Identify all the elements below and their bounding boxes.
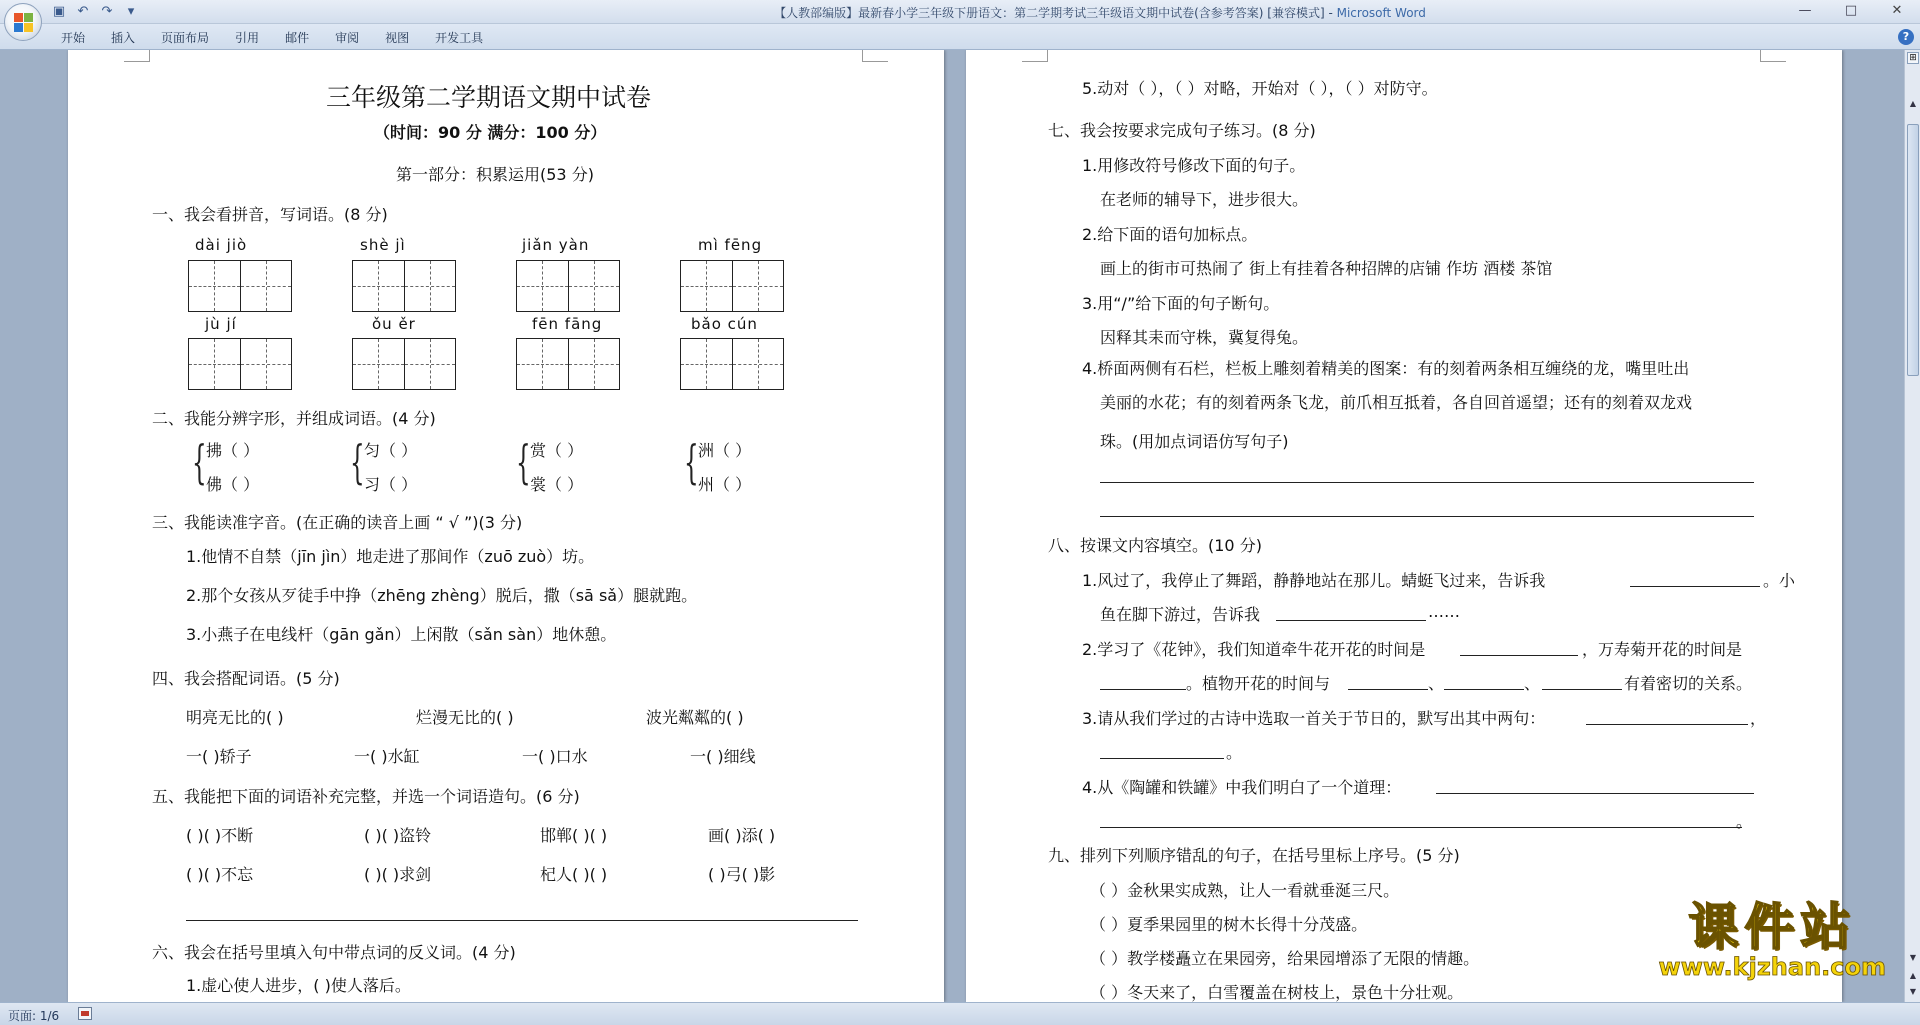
question-item: 3.用“/”给下面的句子断句。 [1082,294,1280,313]
match-item: 波光粼粼的( ) [646,708,744,727]
match-item: 烂漫无比的( ) [416,708,514,727]
question-item: 珠。(用加点词语仿写句子) [1100,432,1289,451]
watermark-name: 课件站 [1688,898,1857,956]
ordering-item: （ ）冬天来了，白雪覆盖在树枝上，景色十分壮观。 [1090,983,1464,1002]
pinyin-label: dài jiò [195,236,248,254]
answer-line[interactable] [1348,689,1428,690]
answer-line[interactable] [1460,655,1578,656]
ordering-item: （ ）夏季果园里的树木长得十分茂盛。 [1090,915,1368,934]
brace: { [516,435,531,489]
question-8-heading: 八、按课文内容填空。(10 分) [1048,536,1262,555]
writing-grid[interactable] [680,260,784,312]
proofing-icon[interactable] [78,1007,92,1020]
question-item: ，万寿菊开花的时间是 [1582,640,1743,659]
question-item: 美丽的水花；有的刻着两条飞龙，前爪相互抵着，各自回首遥望；还有的刻着双龙戏 [1100,393,1693,412]
close-button[interactable]: ✕ [1891,3,1903,18]
part-heading: 第一部分：积累运用(53 分) [396,165,594,184]
writing-grid[interactable] [516,338,620,390]
previous-page-icon[interactable]: ▲ [1909,971,1917,980]
answer-line[interactable] [1542,689,1622,690]
document-workspace[interactable] [0,50,1904,1002]
question-item: 1.虚心使人进步，( )使人落后。 [186,976,411,995]
answer-line[interactable] [1100,758,1224,759]
pinyin-label: fēn fāng [532,315,603,333]
character-pair-item: 裳（ ） [530,475,584,494]
question-item: ， [1750,709,1767,728]
character-pair-item: 拂（ ） [206,441,260,460]
page-title: 三年级第二学期语文期中试卷 [326,83,652,112]
next-page-icon[interactable]: ▼ [1909,987,1917,996]
character-pair-item: 赏（ ） [530,441,584,460]
idiom-item: 邯郸( )( ) [540,826,608,845]
tab-developer[interactable]: 开发工具 [435,31,484,45]
question-item: 3.请从我们学过的古诗中选取一首关于节日的，默写出其中两句： [1082,709,1546,728]
tab-references[interactable]: 引用 [235,31,260,45]
question-9-heading: 九、排列下列顺序错乱的句子，在括号里标上序号。(5 分) [1048,846,1460,865]
office-button[interactable] [4,3,42,41]
idiom-item: ( )( )求剑 [364,865,432,884]
writing-grid[interactable] [516,260,620,312]
writing-grid[interactable] [680,338,784,390]
tab-review[interactable]: 审阅 [335,31,360,45]
answer-line[interactable] [1444,689,1524,690]
match-item: 明亮无比的( ) [186,708,284,727]
pinyin-label: jiǎn yàn [522,236,590,254]
crop-mark [1022,50,1048,62]
question-item: 1.他情不自禁（jīn jìn）地走进了那间作（zuō zuò）坊。 [186,547,595,566]
pinyin-label: jù jí [205,315,237,333]
tab-view[interactable]: 视图 [385,31,410,45]
question-item: 、 [1428,674,1445,693]
ruler-toggle-icon[interactable]: ⊞ [1907,52,1919,64]
question-item: 、 [1524,674,1541,693]
office-logo-icon [14,13,34,33]
idiom-item: 画( )添( ) [708,826,776,845]
crop-mark [862,50,888,62]
question-item: 4.从《陶罐和铁罐》中我们明白了一个道理： [1082,778,1402,797]
maximize-button[interactable]: □ [1844,3,1858,18]
scroll-down-arrow-icon[interactable]: ▼ [1909,953,1917,962]
match-item: 一( )轿子 [186,747,252,766]
answer-line[interactable] [1100,827,1742,828]
question-3-heading: 三、我能读准字音。(在正确的读音上画 “ √ ”)(3 分) [152,513,523,532]
title-bar [0,0,1920,24]
document-page-1[interactable] [68,50,944,1002]
writing-grid[interactable] [352,338,456,390]
tab-mailings[interactable]: 邮件 [285,31,310,45]
question-item: 画上的街市可热闹了 街上有挂着各种招牌的店铺 作坊 酒楼 茶馆 [1100,259,1553,278]
minimize-button[interactable]: — [1798,3,1812,18]
scrollbar-thumb[interactable] [1907,124,1919,376]
pinyin-label: bǎo cún [691,315,758,333]
question-4-heading: 四、我会搭配词语。(5 分) [152,669,340,688]
page-indicator[interactable]: 页面: 1/6 [8,1009,60,1023]
question-item: 在老师的辅导下，进步很大。 [1100,190,1309,209]
answer-line[interactable] [186,920,858,921]
brace: { [350,435,365,489]
brace: { [192,435,207,489]
question-5-heading: 五、我能把下面的词语补充完整，并选一个词语造句。(6 分) [152,787,580,806]
character-pair-item: 习（ ） [364,475,418,494]
question-6-heading: 六、我会在括号里填入句中带点词的反义词。(4 分) [152,943,516,962]
pinyin-label: ǒu ěr [372,315,416,333]
question-item: 2.学习了《花钟》，我们知道牵牛花开花的时间是 [1082,640,1426,659]
question-item: 。 [1736,812,1753,831]
crop-mark [1760,50,1786,62]
scroll-up-arrow-icon[interactable]: ▲ [1909,99,1917,108]
redo-icon[interactable]: ↷ [101,4,113,19]
answer-line[interactable] [1100,482,1754,483]
question-item: …… [1428,602,1460,621]
answer-line[interactable] [1586,724,1748,725]
match-item: 一( )水缸 [354,747,420,766]
match-item: 一( )细线 [690,747,756,766]
document-page-2[interactable] [966,50,1842,1002]
question-item: 5.动对（ ），（ ）对略，开始对（ ），（ ）对防守。 [1082,79,1438,98]
brace: { [684,435,699,489]
question-item: 因释其耒而守株，冀复得兔。 [1100,328,1309,347]
question-item: 1.用修改符号修改下面的句子。 [1082,156,1306,175]
save-icon[interactable]: ▣ [52,4,66,19]
status-bar [0,1002,1920,1025]
question-item: 。植物开花的时间与 [1186,674,1331,693]
question-item: 。 [1226,743,1243,762]
question-item: 2.那个女孩从歹徒手中挣（zhēng zhèng）脱后，撒（sā sǎ）腿就跑。 [186,586,698,605]
tab-home[interactable]: 开始 [61,31,86,45]
document-title: 【人教部编版】最新春小学三年级下册语文：第二学期考试三年级语文期中试卷(含参考答案) [兼容模式] - [774,6,1337,20]
question-item: 4.桥面两侧有石栏，栏板上雕刻着精美的图案：有的刻着两条相互缠绕的龙，嘴里吐出 [1082,359,1690,378]
answer-line[interactable] [1100,689,1186,690]
answer-line[interactable] [1100,516,1754,517]
question-item: 有着密切的关系。 [1624,674,1753,693]
watermark-logo [1659,900,1886,980]
question-7-heading: 七、我会按要求完成句子练习。(8 分) [1048,121,1316,140]
answer-line[interactable] [1276,620,1426,621]
character-pair-item: 匀（ ） [364,441,418,460]
app-name: Microsoft Word [1336,6,1426,20]
writing-grid[interactable] [188,338,292,390]
window-title [0,4,1920,21]
match-item: 一( )口水 [522,747,588,766]
help-button[interactable]: ? [1898,29,1914,45]
writing-grid[interactable] [352,260,456,312]
idiom-item: ( )弓( )影 [708,865,776,884]
tab-insert[interactable]: 插入 [111,31,136,45]
vertical-scrollbar[interactable] [1904,50,1920,1002]
pinyin-label: shè jì [360,236,406,254]
answer-line[interactable] [1630,586,1760,587]
window-controls [1782,0,1920,22]
character-pair-item: 佛（ ） [206,475,260,494]
tab-page-layout[interactable]: 页面布局 [161,31,210,45]
exam-subtitle: （时间：90 分 满分：100 分） [374,123,607,142]
idiom-item: ( )( )不断 [186,826,254,845]
writing-grid[interactable] [188,260,292,312]
ordering-item: （ ）金秋果实成熟，让人一看就垂涎三尺。 [1090,881,1400,900]
question-item: 。小 [1763,571,1796,590]
undo-icon[interactable]: ↶ [77,4,89,19]
answer-line[interactable] [1436,793,1754,794]
character-pair-item: 州（ ） [698,475,752,494]
ordering-item: （ ）教学楼矗立在果园旁，给果园增添了无限的情趣。 [1090,949,1480,968]
idiom-item: 杞人( )( ) [540,865,608,884]
idiom-item: ( )( )盗铃 [364,826,432,845]
question-item: 1.风过了，我停止了舞蹈，静静地站在那儿。蜻蜓飞过来，告诉我 [1082,571,1546,590]
question-item: 3.小燕子在电线杆（gān gǎn）上闲散（sǎn sàn）地休憩。 [186,625,617,644]
question-item: 鱼在脚下游过，告诉我 [1100,605,1261,624]
idiom-item: ( )( )不忘 [186,865,254,884]
ribbon-tabs [0,24,1920,50]
crop-mark [124,50,150,62]
dropdown-icon[interactable]: ▾ [127,4,135,19]
question-item: 2.给下面的语句加标点。 [1082,225,1258,244]
character-pair-item: 洲（ ） [698,441,752,460]
question-2-heading: 二、我能分辨字形，并组成词语。(4 分) [152,409,436,428]
watermark-url: www.kjzhan.com [1658,953,1886,981]
pinyin-label: mì fēng [698,236,763,254]
question-1-heading: 一、我会看拼音，写词语。(8 分) [152,205,388,224]
